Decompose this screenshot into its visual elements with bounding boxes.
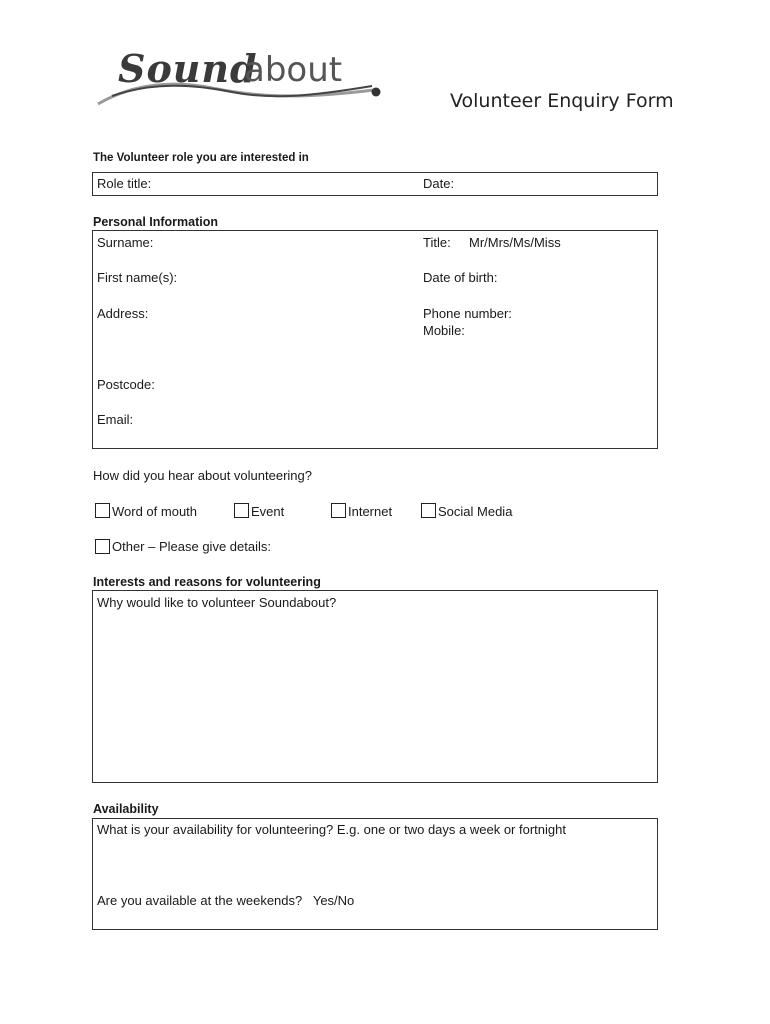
checkbox-social-media[interactable]	[421, 503, 436, 518]
interests-heading: Interests and reasons for volunteering	[93, 575, 321, 589]
role-box	[92, 172, 658, 196]
postcode-field[interactable]: Postcode:	[97, 377, 155, 392]
form-title: Volunteer Enquiry Form	[450, 90, 674, 112]
availability-prompt: What is your availability for volunteering? E.g. one or two days a week or fortnight	[97, 822, 566, 837]
option-internet: Internet	[348, 504, 393, 519]
title-field-label[interactable]: Title:	[423, 235, 451, 250]
checkbox-other[interactable]	[95, 539, 110, 554]
dob-field[interactable]: Date of birth:	[423, 270, 498, 285]
checkbox-event[interactable]	[234, 503, 249, 518]
logo-text-about: about	[244, 50, 343, 90]
option-social-media: Social Media	[438, 504, 513, 519]
option-event: Event	[251, 504, 285, 519]
interests-box[interactable]	[92, 590, 658, 783]
role-title-field[interactable]: Role title:	[97, 176, 152, 191]
role-section-heading: The Volunteer role you are interested in	[93, 152, 309, 164]
phone-field[interactable]: Phone number:	[423, 306, 512, 321]
soundabout-logo	[92, 44, 392, 114]
address-field[interactable]: Address:	[97, 306, 149, 321]
source-question: How did you hear about volunteering?	[93, 468, 312, 483]
email-field[interactable]: Email:	[97, 412, 134, 427]
role-date-field[interactable]: Date:	[423, 176, 455, 191]
option-word-of-mouth: Word of mouth	[112, 504, 198, 519]
checkbox-word-of-mouth[interactable]	[95, 503, 110, 518]
interests-prompt: Why would like to volunteer Soundabout?	[97, 595, 337, 610]
title-options: Mr/Mrs/Ms/Miss	[469, 235, 561, 250]
option-other: Other – Please give details:	[112, 539, 271, 554]
personal-heading: Personal Information	[93, 215, 219, 229]
mobile-field[interactable]: Mobile:	[423, 323, 465, 338]
personal-box	[92, 230, 658, 449]
first-name-field[interactable]: First name(s):	[97, 270, 178, 285]
logo-text-sound: Sound	[118, 46, 258, 91]
checkbox-internet[interactable]	[331, 503, 346, 518]
availability-heading: Availability	[93, 802, 159, 816]
surname-field[interactable]: Surname:	[97, 235, 154, 250]
weekends-question: Are you available at the weekends? Yes/No	[97, 893, 355, 908]
